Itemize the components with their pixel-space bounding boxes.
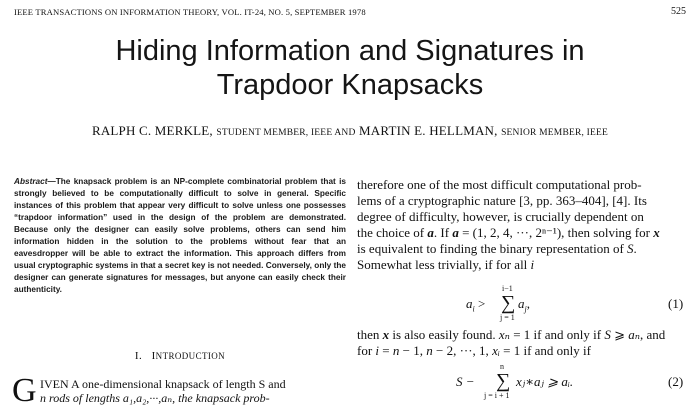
eq1-rhs-var: a xyxy=(518,296,525,311)
var-xi: xᵢ xyxy=(492,343,500,358)
abstract-dash: — xyxy=(47,177,56,186)
text-span: is equivalent to finding the binary representation of xyxy=(357,241,628,256)
abstract-text: The knapsack problem is an NP-complete combinatorial problem that is strongly believed to be computationally difficult to solve in general. Specific instances of this problem that appear very difficult to solve unless one possesses “trapdoor information” used in the design of the problem are demonstrated. Because only the designer can easily solve problems, others can send him information hidden in the solution to the problems without fear that an eavesdropper will be able to extract the information. This approach differs from usual cryptographic systems in that a secret key is not needed. Conversely, only the designer can generate signatures for messages, but anyone can easily check their authenticity. xyxy=(14,177,346,294)
text-span: Somewhat less trivially, if for all xyxy=(357,257,531,272)
text-span: = 1 if and only if xyxy=(499,343,591,358)
eq2-rhs xyxy=(516,374,573,390)
section-numeral: I. xyxy=(134,350,143,362)
eq1-rhs-sub: j xyxy=(524,304,527,314)
var-an: aₙ xyxy=(628,327,640,342)
var-i: i xyxy=(530,257,535,272)
var-i: i xyxy=(375,343,380,358)
var-s: S xyxy=(627,241,634,256)
summation-symbol: ∑ xyxy=(501,292,516,314)
text-span: = 1 if and only if xyxy=(509,327,605,342)
text-span: is also easily found. xyxy=(389,327,499,342)
author-merkle-role: STUDENT MEMBER, IEEE AND xyxy=(216,128,356,138)
eq1-lhs-sub: i xyxy=(472,304,475,314)
eq1-lhs: a xyxy=(466,296,473,311)
text-span: . xyxy=(633,241,637,256)
eq1-sum-lower: j = 1 xyxy=(500,313,515,322)
right-line-4 xyxy=(357,225,687,241)
eq2-rhs-text: xⱼ∗aⱼ ⩾ aᵢ. xyxy=(516,374,574,389)
drop-cap: G xyxy=(12,372,37,409)
var-n: n xyxy=(426,343,433,358)
eq1-comma: , xyxy=(526,296,530,311)
text-span: the choice of xyxy=(357,225,428,240)
right-line-2: lems of a cryptographic nature [3, pp. 363–404], [4]. Its xyxy=(357,193,647,208)
right-line-3: degree of difficulty, however, is crucially dependent on xyxy=(357,209,644,224)
abstract-lead: Abstract xyxy=(14,177,48,186)
summation-symbol: ∑ xyxy=(496,370,511,392)
eq2-sum-upper: n xyxy=(500,362,504,371)
right-line-6 xyxy=(357,257,687,273)
abstract xyxy=(14,176,346,296)
eq1-sum-upper: i−1 xyxy=(502,284,513,293)
equation-number-1: (1) xyxy=(668,296,684,311)
right-line-8 xyxy=(357,343,687,359)
text-span: − 1, xyxy=(399,343,427,358)
author-merkle: RALPH C. MERKLE, xyxy=(91,123,213,138)
page-number: 525 xyxy=(671,6,686,17)
vector-a: a xyxy=(427,225,434,240)
vector-x: x xyxy=(653,225,660,240)
section-title-rest: NTRODUCTION xyxy=(155,351,226,361)
text-span: , and xyxy=(640,327,666,342)
text-span: . If xyxy=(433,225,453,240)
author-line xyxy=(0,123,700,139)
text-span: − 2, ···, 1, xyxy=(432,343,493,358)
text-span: = xyxy=(379,343,393,358)
intro-line-2: n rods of lengths a₁,a₂,···,aₙ, the knapsack prob- xyxy=(40,391,270,405)
paper-title xyxy=(0,34,700,102)
section-initial: I xyxy=(151,350,156,362)
title-line-2: Trapdoor Knapsacks xyxy=(216,69,484,101)
right-line-1: therefore one of the most difficult computational prob- xyxy=(357,177,642,192)
var-n: n xyxy=(392,343,400,358)
right-line-7 xyxy=(357,327,687,343)
text-span: for xyxy=(357,343,376,358)
eq1-gt: > xyxy=(474,296,486,311)
text-span: ⩾ xyxy=(610,327,629,342)
equation-number-2: (2) xyxy=(668,374,684,389)
author-hellman: MARTIN E. HELLMAN, xyxy=(359,123,498,138)
author-hellman-role: SENIOR MEMBER, IEEE xyxy=(501,128,609,138)
running-head: IEEE TRANSACTIONS ON INFORMATION THEORY, VOL. IT-24, NO. 5, SEPTEMBER 1978 xyxy=(14,7,366,17)
eq1-rhs xyxy=(518,296,530,314)
text-span: then xyxy=(357,327,383,342)
right-line-5 xyxy=(357,241,687,257)
eq2-lhs-text: S − xyxy=(456,374,475,389)
eq2-lhs xyxy=(456,374,475,390)
section-heading-introduction xyxy=(0,350,360,362)
title-line-1: Hiding Information and Signatures in xyxy=(115,35,585,67)
vector-x: x xyxy=(382,327,390,342)
var-xn: xₙ xyxy=(498,327,510,342)
text-span: = (1, 2, 4, ···, 2ⁿ⁻¹), then solving for xyxy=(458,225,654,240)
var-s: S xyxy=(604,327,611,342)
equation-1 xyxy=(466,296,485,314)
eq2-sum-lower: j = i + 1 xyxy=(484,391,510,400)
vector-a: a xyxy=(452,225,459,240)
intro-line-1: IVEN A one-dimensional knapsack of length S and xyxy=(40,377,286,391)
